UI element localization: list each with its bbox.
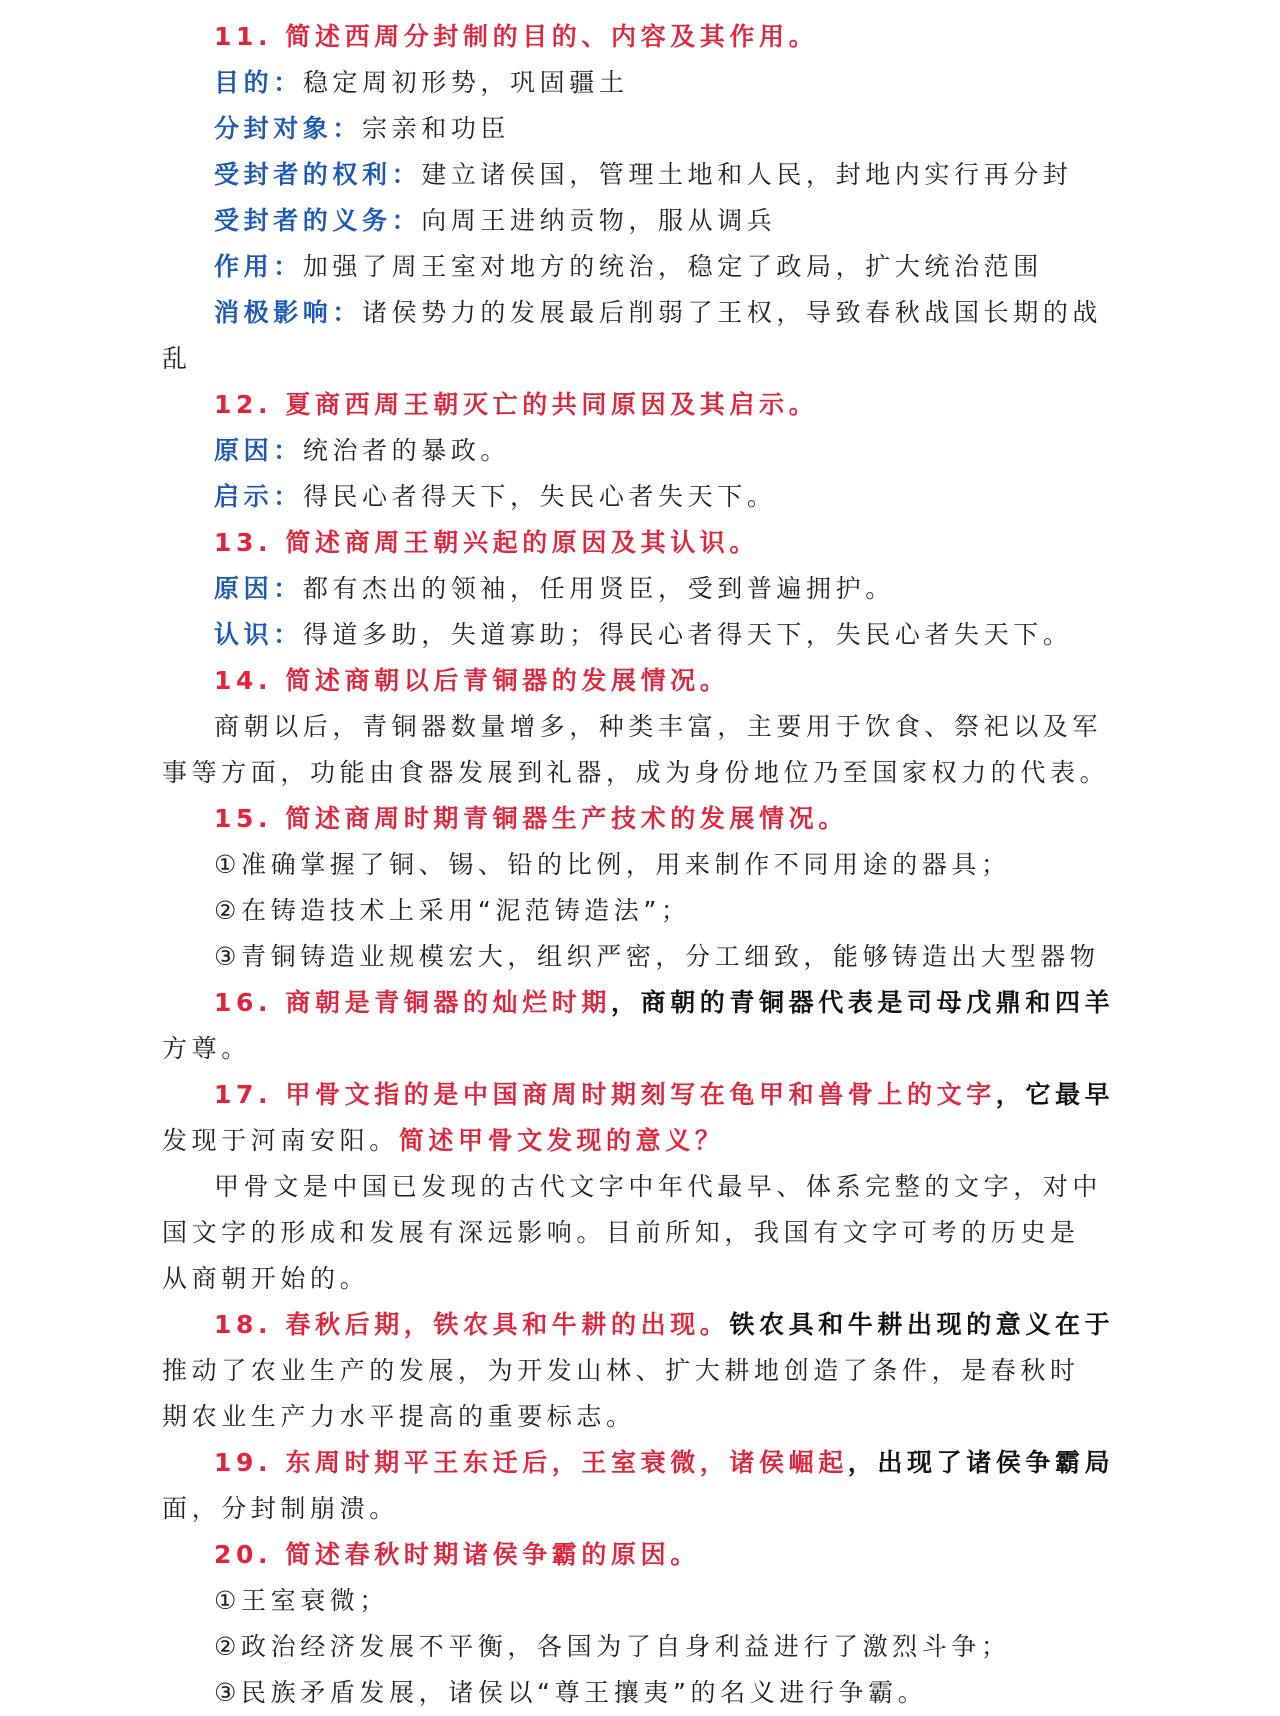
emphasis-text: ，商朝的青铜器代表是司母戊鼎和四羊 xyxy=(611,988,1115,1017)
emphasis-text: 铁农具和牛耕出现的意义在于 xyxy=(729,1310,1115,1339)
body-text: 都有杰出的领袖，任用贤臣，受到普遍拥护。 xyxy=(302,574,895,603)
text-line xyxy=(162,1532,1142,1578)
body-text: 期农业生产力水平提高的重要标志。 xyxy=(162,1402,636,1431)
body-text: 从商朝开始的。 xyxy=(162,1264,370,1293)
text-line xyxy=(162,1210,1142,1256)
question-text: 19. 东周时期平王东迁后，王室衰微，诸侯崛起 xyxy=(214,1448,848,1477)
question-text: 14. 简述商朝以后青铜器的发展情况。 xyxy=(214,666,730,695)
field-label: 受封者的义务： xyxy=(214,206,422,235)
body-text: 事等方面，功能由食器发展到礼器，成为身份地位乃至国家权力的代表。 xyxy=(162,758,1110,787)
question-text: 12. 夏商西周王朝灭亡的共同原因及其启示。 xyxy=(214,390,819,419)
field-label: 消极影响： xyxy=(214,298,363,327)
question-text: 简述甲骨文发现的意义？ xyxy=(398,1126,725,1155)
text-line xyxy=(162,1348,1142,1394)
text-line xyxy=(162,1302,1142,1348)
text-line xyxy=(162,1670,1142,1716)
text-line xyxy=(162,658,1142,704)
field-label: 作用： xyxy=(214,252,303,281)
body-text: 发现于河南安阳。 xyxy=(162,1126,399,1155)
text-line xyxy=(162,1440,1142,1486)
text-line xyxy=(162,1394,1142,1440)
text-line xyxy=(162,1624,1142,1670)
text-line xyxy=(162,1072,1142,1118)
text-line xyxy=(162,428,1142,474)
body-text: 得道多助，失道寡助；得民心者得天下，失民心者失天下。 xyxy=(302,620,1073,649)
body-text: 加强了周王室对地方的统治，稳定了政局，扩大统治范围 xyxy=(302,252,1043,281)
question-text: 17. 甲骨文指的是中国商周时期刻写在龟甲和兽骨上的文字 xyxy=(214,1080,996,1109)
text-line xyxy=(162,704,1142,750)
body-text: ②在铸造技术上采用“泥范铸造法”； xyxy=(214,896,691,925)
text-line xyxy=(162,152,1142,198)
question-text: 11. 简述西周分封制的目的、内容及其作用。 xyxy=(214,22,819,51)
text-line xyxy=(162,106,1142,152)
text-line xyxy=(162,750,1142,796)
body-text: 商朝以后，青铜器数量增多，种类丰富，主要用于饮食、祭祀以及军 xyxy=(214,712,1103,741)
body-text: 甲骨文是中国已发现的古代文字中年代最早、体系完整的文字，对中 xyxy=(214,1172,1103,1201)
text-line xyxy=(162,520,1142,566)
text-line xyxy=(162,1486,1142,1532)
body-text: 推动了农业生产的发展，为开发山林、扩大耕地创造了条件，是春秋时 xyxy=(162,1356,1080,1385)
field-label: 分封对象： xyxy=(214,114,363,143)
question-text: 18. 春秋后期，铁农具和牛耕的出现。 xyxy=(214,1310,730,1339)
text-line xyxy=(162,336,1142,382)
body-text: 宗亲和功臣 xyxy=(362,114,511,143)
body-text: 得民心者得天下，失民心者失天下。 xyxy=(302,482,777,511)
text-line xyxy=(162,1578,1142,1624)
body-text: 乱 xyxy=(162,344,192,373)
question-text: 20. 简述春秋时期诸侯争霸的原因。 xyxy=(214,1540,700,1569)
question-text: 13. 简述商周王朝兴起的原因及其认识。 xyxy=(214,528,759,557)
field-label: 目的： xyxy=(214,68,303,97)
text-line xyxy=(162,474,1142,520)
body-text: 建立诸侯国，管理土地和人民，封地内实行再分封 xyxy=(421,160,1073,189)
body-text: 方尊。 xyxy=(162,1034,251,1063)
text-line xyxy=(162,1026,1142,1072)
field-label: 启示： xyxy=(214,482,303,511)
field-label: 原因： xyxy=(214,574,303,603)
emphasis-text: ，出现了诸侯争霸局 xyxy=(847,1448,1115,1477)
emphasis-text: ，它最早 xyxy=(995,1080,1115,1109)
text-line xyxy=(162,60,1142,106)
body-text: ②政治经济发展不平衡，各国为了自身利益进行了激烈斗争； xyxy=(214,1632,1011,1661)
body-text: 稳定周初形势，巩固疆土 xyxy=(302,68,629,97)
body-text: 向周王进纳贡物，服从调兵 xyxy=(421,206,777,235)
text-line xyxy=(162,382,1142,428)
text-line xyxy=(162,1256,1142,1302)
body-text: 诸侯势力的发展最后削弱了王权，导致春秋战国长期的战 xyxy=(362,298,1103,327)
text-line xyxy=(162,14,1142,60)
body-text: 统治者的暴政。 xyxy=(302,436,511,465)
body-text: ③民族矛盾发展，诸侯以“尊王攘夷”的名义进行争霸。 xyxy=(214,1678,928,1707)
text-line xyxy=(162,1118,1142,1164)
field-label: 认识： xyxy=(214,620,303,649)
text-line xyxy=(162,888,1142,934)
text-line xyxy=(162,198,1142,244)
document-body xyxy=(162,14,1142,1716)
text-line xyxy=(162,566,1142,612)
body-text: 面，分封制崩溃。 xyxy=(162,1494,399,1523)
text-line xyxy=(162,290,1142,336)
question-text: 15. 简述商周时期青铜器生产技术的发展情况。 xyxy=(214,804,848,833)
text-line xyxy=(162,980,1142,1026)
field-label: 受封者的权利： xyxy=(214,160,422,189)
text-line xyxy=(162,842,1142,888)
text-line xyxy=(162,244,1142,290)
body-text: ①王室衰微； xyxy=(214,1586,390,1615)
field-label: 原因： xyxy=(214,436,303,465)
question-text: 16. 商朝是青铜器的灿烂时期 xyxy=(214,988,611,1017)
body-text: ①准确掌握了铜、锡、铅的比例，用来制作不同用途的器具； xyxy=(214,850,1011,879)
body-text: 国文字的形成和发展有深远影响。目前所知，我国有文字可考的历史是 xyxy=(162,1218,1080,1247)
text-line xyxy=(162,1164,1142,1210)
body-text: ③青铜铸造业规模宏大，组织严密，分工细致，能够铸造出大型器物 xyxy=(214,942,1100,971)
text-line xyxy=(162,612,1142,658)
text-line xyxy=(162,796,1142,842)
text-line xyxy=(162,934,1142,980)
